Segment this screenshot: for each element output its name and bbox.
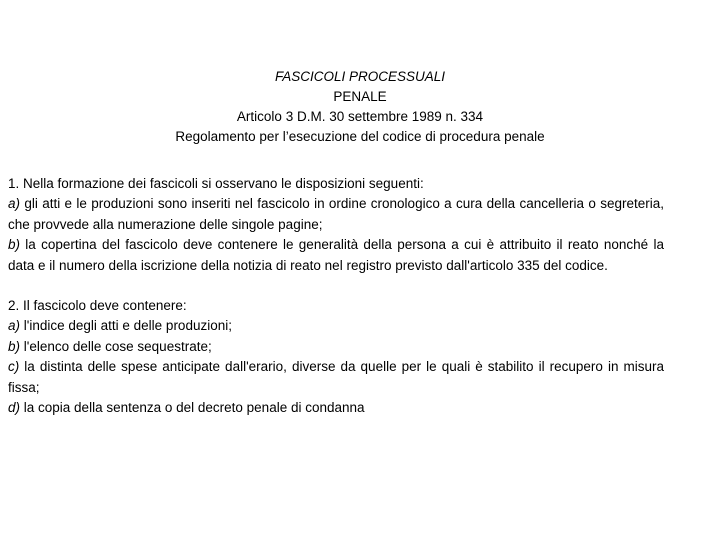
item-text: l'indice degli atti e delle produzioni;	[20, 318, 232, 334]
title-line-2: PENALE	[333, 89, 387, 104]
section-2-item-a	[8, 316, 664, 336]
item-text: la copertina del fascicolo deve contenere le generalità della persona a cui è attribuito il reato nonché la data e il numero della iscrizione della notizia di reato nel registro previsto dall'articolo 335 del codice.	[8, 237, 664, 273]
item-label: b)	[8, 237, 21, 253]
item-text: la copia della sentenza o del decreto penale di condanna	[20, 400, 365, 416]
section-2-item-d	[8, 398, 664, 418]
item-label: a)	[8, 196, 21, 212]
item-label: a)	[8, 318, 21, 334]
title-line-1: FASCICOLI PROCESSUALI	[274, 69, 446, 84]
item-label: d)	[8, 400, 21, 416]
paragraph-gap	[8, 276, 664, 296]
section-1-intro: 1. Nella formazione dei fascicoli si osservano le disposizioni seguenti:	[8, 176, 424, 191]
section-2-item-b	[8, 337, 664, 357]
section-2-item-c	[8, 357, 664, 398]
regulation-title: Regolamento per l’esecuzione del codice di procedura penale	[175, 129, 545, 144]
article-reference: Articolo 3 D.M. 30 settembre 1989 n. 334	[236, 109, 484, 124]
section-1-item-b	[8, 235, 664, 276]
item-label: b)	[8, 338, 21, 354]
document-body	[8, 174, 664, 418]
section-1-item-a	[8, 194, 664, 235]
item-label: c)	[8, 359, 20, 375]
item-text: gli atti e le produzioni sono inseriti nel fascicolo in ordine cronologico a cura della cancelleria o segreteria, che provvede alla numerazione delle singole pagine;	[8, 196, 664, 232]
section-2-intro: 2. Il fascicolo deve contenere:	[8, 298, 187, 314]
document-header	[0, 68, 720, 145]
item-text: l'elenco delle cose sequestrate;	[20, 338, 212, 354]
item-text: la distinta delle spese anticipate dall'erario, diverse da quelle per le quali è stabilito il recupero in misura fissa;	[8, 359, 664, 395]
